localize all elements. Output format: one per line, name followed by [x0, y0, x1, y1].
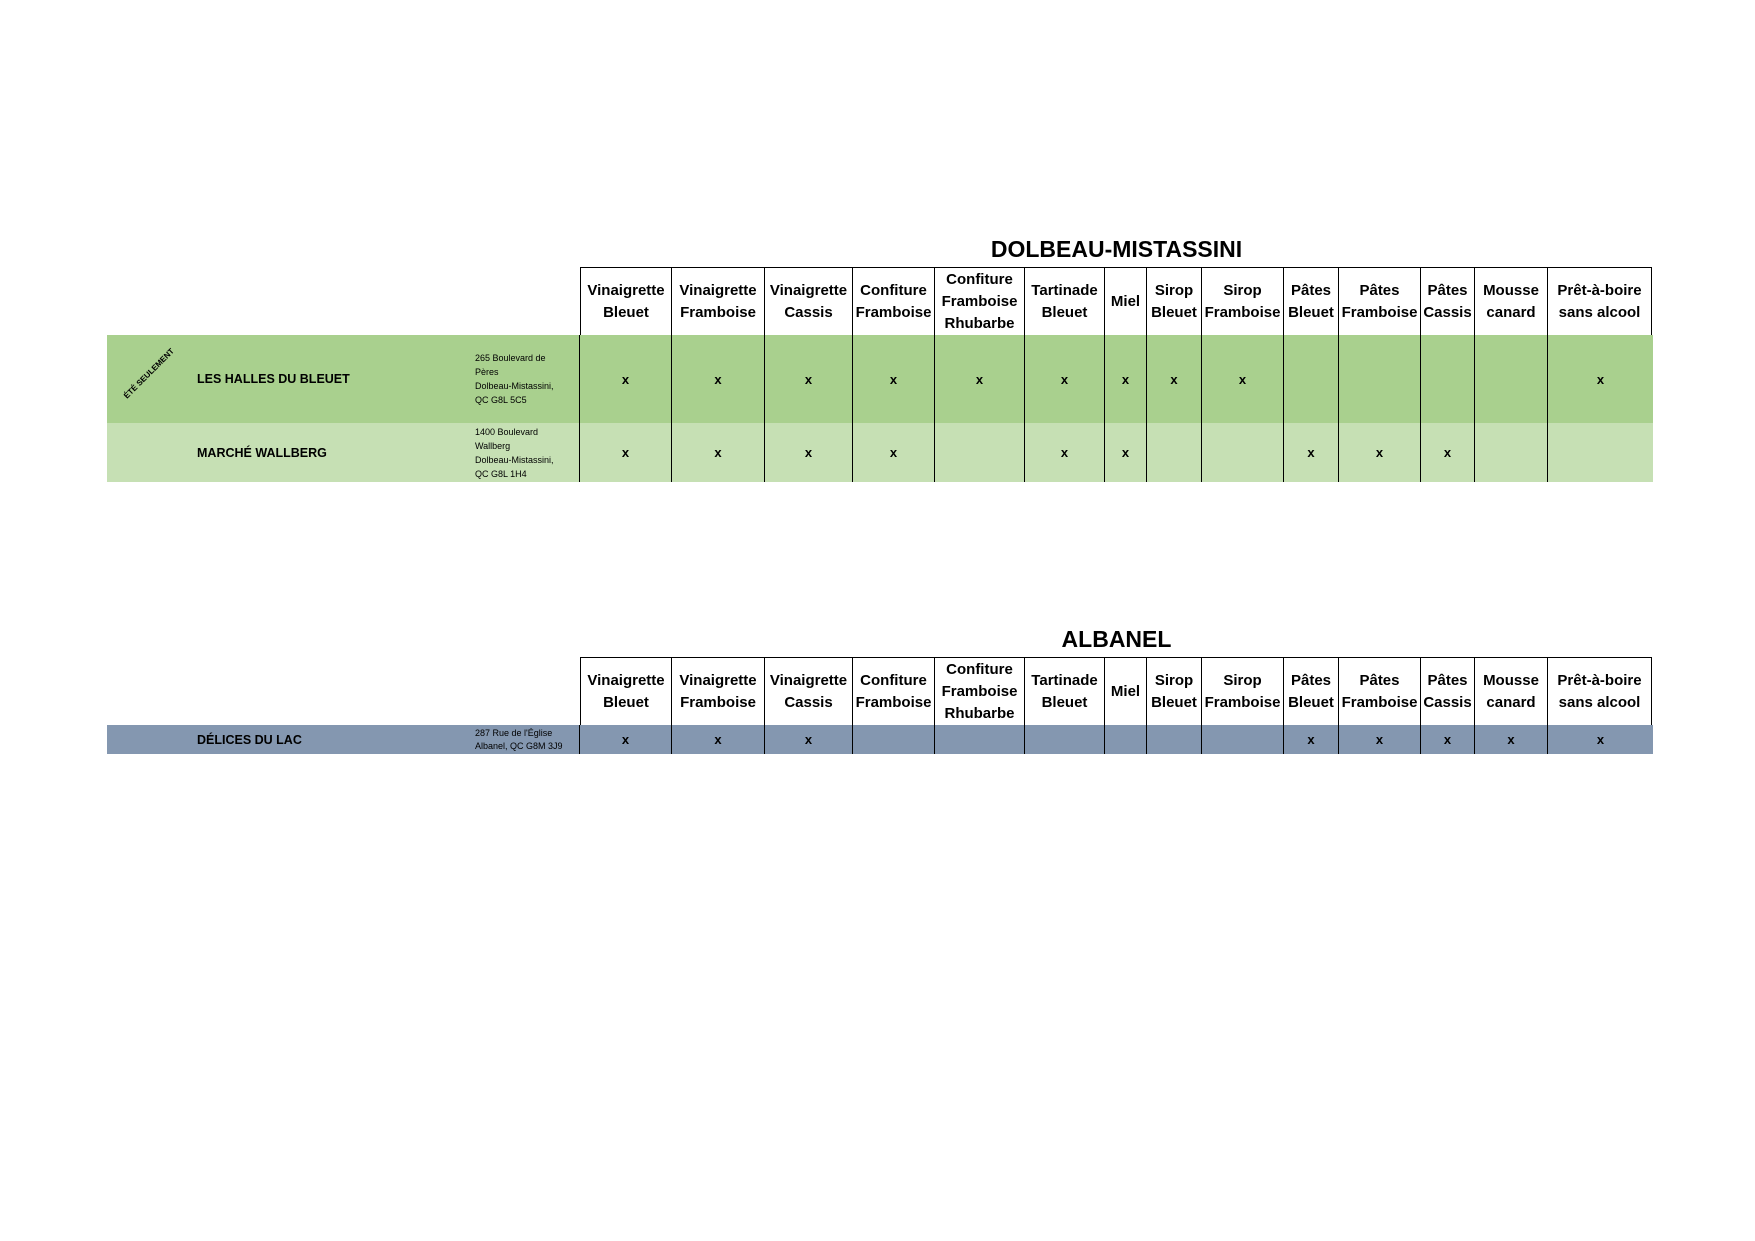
- availability-cell: x: [1339, 725, 1421, 754]
- store-address-text: 287 Rue de l'Église Albanel, QC G8M 3J9: [475, 727, 563, 751]
- availability-cell: [1339, 335, 1421, 423]
- row-lead: [107, 335, 580, 423]
- availability-cell: [1202, 423, 1284, 482]
- store-address-text: 265 Boulevard de Pères Dolbeau-Mistassini, QC G8L 5C5: [475, 353, 554, 405]
- column-header-row: [580, 657, 1652, 725]
- column-header: Mousse canard: [1475, 658, 1548, 725]
- row-lead: [107, 725, 580, 754]
- table-row-marche-wallberg: [107, 423, 1653, 482]
- availability-cell: [1284, 335, 1339, 423]
- column-header: Tartinade Bleuet: [1025, 658, 1105, 725]
- column-header: Pâtes Bleuet: [1284, 268, 1339, 335]
- column-header: Confiture Framboise Rhubarbe: [935, 268, 1025, 335]
- column-header: Prêt-à-boire sans alcool: [1548, 658, 1652, 725]
- column-header: Confiture Framboise: [853, 268, 935, 335]
- column-header: Pâtes Framboise: [1339, 658, 1421, 725]
- column-header: Vinaigrette Bleuet: [581, 658, 672, 725]
- column-header: Pâtes Cassis: [1421, 658, 1475, 725]
- column-header: Pâtes Framboise: [1339, 268, 1421, 335]
- row-lead: [107, 423, 580, 482]
- availability-cell: x: [1025, 335, 1105, 423]
- availability-cell: [1475, 423, 1548, 482]
- section-title-dolbeau-mistassini: DOLBEAU-MISTASSINI: [990, 236, 1243, 262]
- column-header: Sirop Bleuet: [1147, 268, 1202, 335]
- availability-cell: x: [1596, 732, 1605, 747]
- column-header: Sirop Bleuet: [1147, 658, 1202, 725]
- column-header: Prêt-à-boire sans alcool: [1548, 268, 1652, 335]
- column-header: Pâtes Bleuet: [1284, 658, 1339, 725]
- availability-cell: x: [672, 335, 765, 423]
- column-header: Vinaigrette Cassis: [765, 268, 853, 335]
- column-header: Vinaigrette Cassis: [765, 658, 853, 725]
- table-row-delices-du-lac: [107, 725, 1653, 754]
- availability-cell: x: [1284, 423, 1339, 482]
- availability-cell: x: [1105, 335, 1147, 423]
- table-row-les-halles-du-bleuet: [107, 335, 1653, 423]
- availability-cell: x: [580, 335, 672, 423]
- column-header: Pâtes Cassis: [1421, 268, 1475, 335]
- store-address-text: 1400 Boulevard Wallberg Dolbeau-Mistassini, QC G8L 1H4: [475, 426, 554, 479]
- availability-cell: x: [1475, 725, 1548, 754]
- column-header: Miel: [1105, 658, 1147, 725]
- availability-cell: [935, 725, 1025, 754]
- column-header: Sirop Framboise: [1202, 658, 1284, 725]
- store-address: [475, 335, 575, 423]
- availability-cell: [1105, 725, 1147, 754]
- availability-cell: x: [1202, 335, 1284, 423]
- availability-cell: x: [765, 423, 853, 482]
- availability-cell: [1025, 725, 1105, 754]
- store-address: [475, 423, 575, 482]
- column-header: Mousse canard: [1475, 268, 1548, 335]
- column-header: Confiture Framboise Rhubarbe: [935, 658, 1025, 725]
- availability-cell: x: [1284, 725, 1339, 754]
- availability-cell: x: [1421, 423, 1475, 482]
- store-name: DÉLICES DU LAC: [197, 732, 302, 747]
- availability-cell: x: [1421, 725, 1475, 754]
- availability-cell: [1202, 725, 1284, 754]
- availability-cell: x: [765, 335, 853, 423]
- availability-cell: [935, 423, 1025, 482]
- availability-cell: [1147, 423, 1202, 482]
- availability-cell: x: [1025, 423, 1105, 482]
- column-header: Vinaigrette Framboise: [672, 268, 765, 335]
- store-name: MARCHÉ WALLBERG: [197, 445, 327, 460]
- availability-cell: x: [672, 725, 765, 754]
- availability-cell: x: [580, 423, 672, 482]
- availability-cell: x: [1596, 371, 1605, 387]
- availability-cell: x: [853, 423, 935, 482]
- availability-cell: [1147, 725, 1202, 754]
- column-header: Vinaigrette Bleuet: [581, 268, 672, 335]
- section-title-albanel: ALBANEL: [1061, 626, 1172, 652]
- availability-cell: x: [1105, 423, 1147, 482]
- seasonal-tag: ÉTÉ SEULEMENT: [122, 346, 176, 401]
- availability-cell: x: [853, 335, 935, 423]
- availability-cell: x: [1339, 423, 1421, 482]
- store-address: [475, 725, 585, 754]
- availability-cell: [853, 725, 935, 754]
- availability-cell: [1475, 335, 1548, 423]
- availability-cell: [1548, 423, 1653, 482]
- column-header: Miel: [1105, 268, 1147, 335]
- availability-cell: x: [1147, 335, 1202, 423]
- column-header: Vinaigrette Framboise: [672, 658, 765, 725]
- column-header: Confiture Framboise: [853, 658, 935, 725]
- availability-cell: [1421, 335, 1475, 423]
- availability-cell: x: [765, 725, 853, 754]
- availability-cell: x: [580, 725, 672, 754]
- availability-cell: x: [672, 423, 765, 482]
- store-name: LES HALLES DU BLEUET: [197, 372, 350, 386]
- column-header-row: [580, 267, 1652, 335]
- availability-cell: x: [935, 335, 1025, 423]
- column-header: Sirop Framboise: [1202, 268, 1284, 335]
- column-header: Tartinade Bleuet: [1025, 268, 1105, 335]
